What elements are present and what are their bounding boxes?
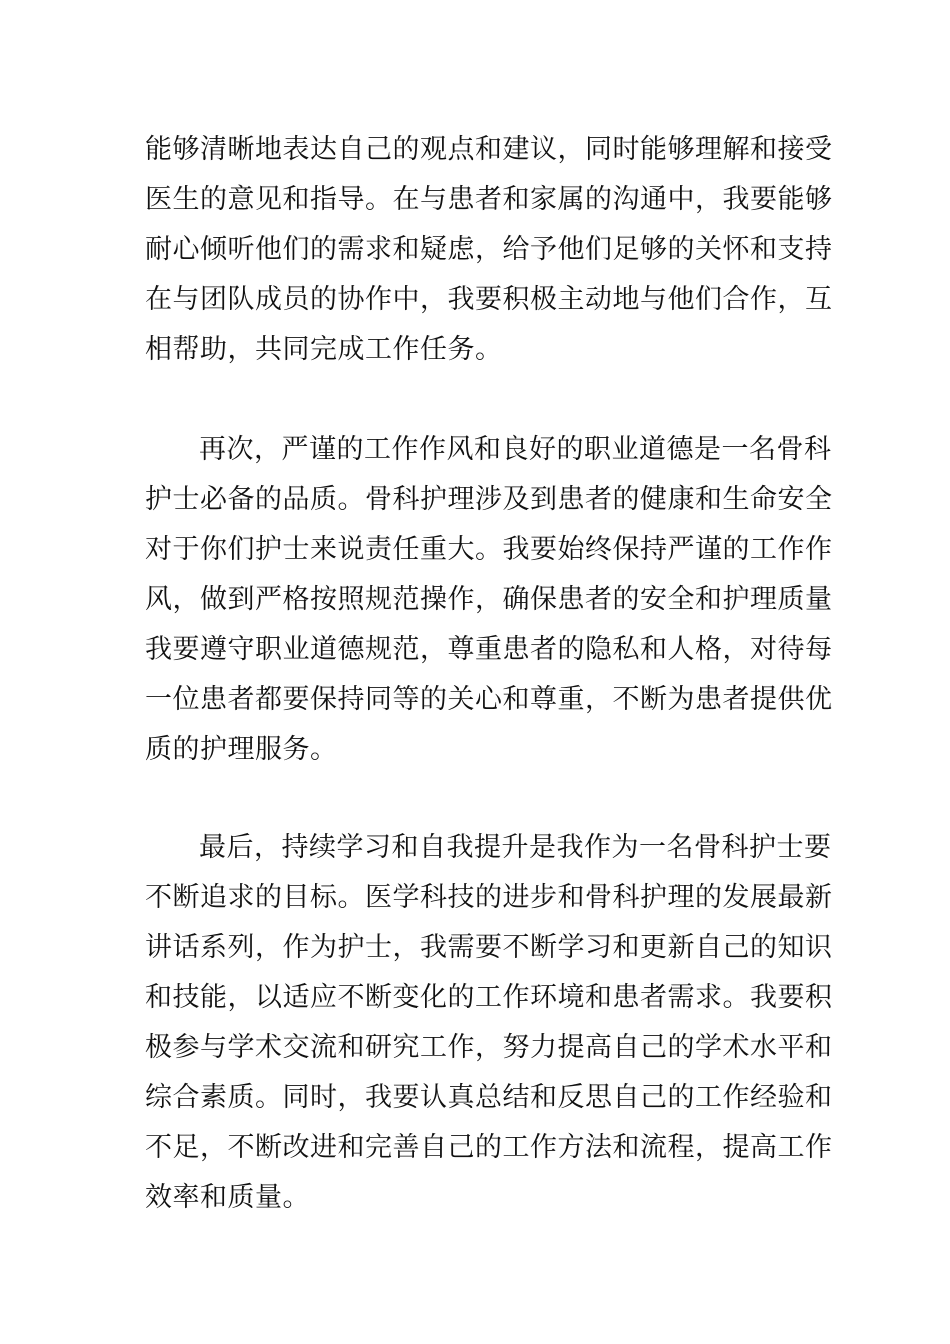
paragraph-line: 护士必备的品质。骨科护理涉及到患者的健康和生命安全	[145, 484, 833, 515]
paragraph-line: 一位患者都要保持同等的关心和尊重，不断为患者提供优	[145, 684, 833, 715]
paragraph-line: 质的护理服务。	[145, 734, 338, 765]
paragraph-line: 相帮助，共同完成工作任务。	[145, 334, 503, 365]
paragraph-line: 风，做到严格按照规范操作，确保患者的安全和护理质量	[145, 584, 833, 615]
paragraph-line: 对于你们护士来说责任重大。我要始终保持严谨的工作作	[145, 534, 833, 565]
paragraph-line: 和技能，以适应不断变化的工作环境和患者需求。我要积	[145, 982, 833, 1013]
paragraph-line: 不足，不断改进和完善自己的工作方法和流程，提高工作	[145, 1132, 833, 1163]
paragraph-line: 效率和质量。	[145, 1182, 310, 1213]
paragraph-line: 耐心倾听他们的需求和疑虑，给予他们足够的关怀和支持	[145, 234, 833, 265]
paragraph-line: 最后，持续学习和自我提升是我作为一名骨科护士要	[199, 832, 832, 863]
paragraph-line: 医生的意见和指导。在与患者和家属的沟通中，我要能够	[145, 184, 833, 215]
paragraph-line: 不断追求的目标。医学科技的进步和骨科护理的发展最新	[145, 882, 833, 913]
paragraph-line: 在与团队成员的协作中，我要积极主动地与他们合作，互	[145, 284, 833, 315]
paragraph-line: 再次，严谨的工作作风和良好的职业道德是一名骨科	[199, 434, 832, 465]
paragraph-line: 极参与学术交流和研究工作，努力提高自己的学术水平和	[145, 1032, 833, 1063]
paragraph-line: 讲话系列，作为护士，我需要不断学习和更新自己的知识	[145, 932, 833, 963]
paragraph-line: 能够清晰地表达自己的观点和建议，同时能够理解和接受	[145, 134, 833, 165]
paragraph-line: 我要遵守职业道德规范，尊重患者的隐私和人格，对待每	[145, 634, 833, 665]
paragraph-line: 综合素质。同时，我要认真总结和反思自己的工作经验和	[145, 1082, 833, 1113]
